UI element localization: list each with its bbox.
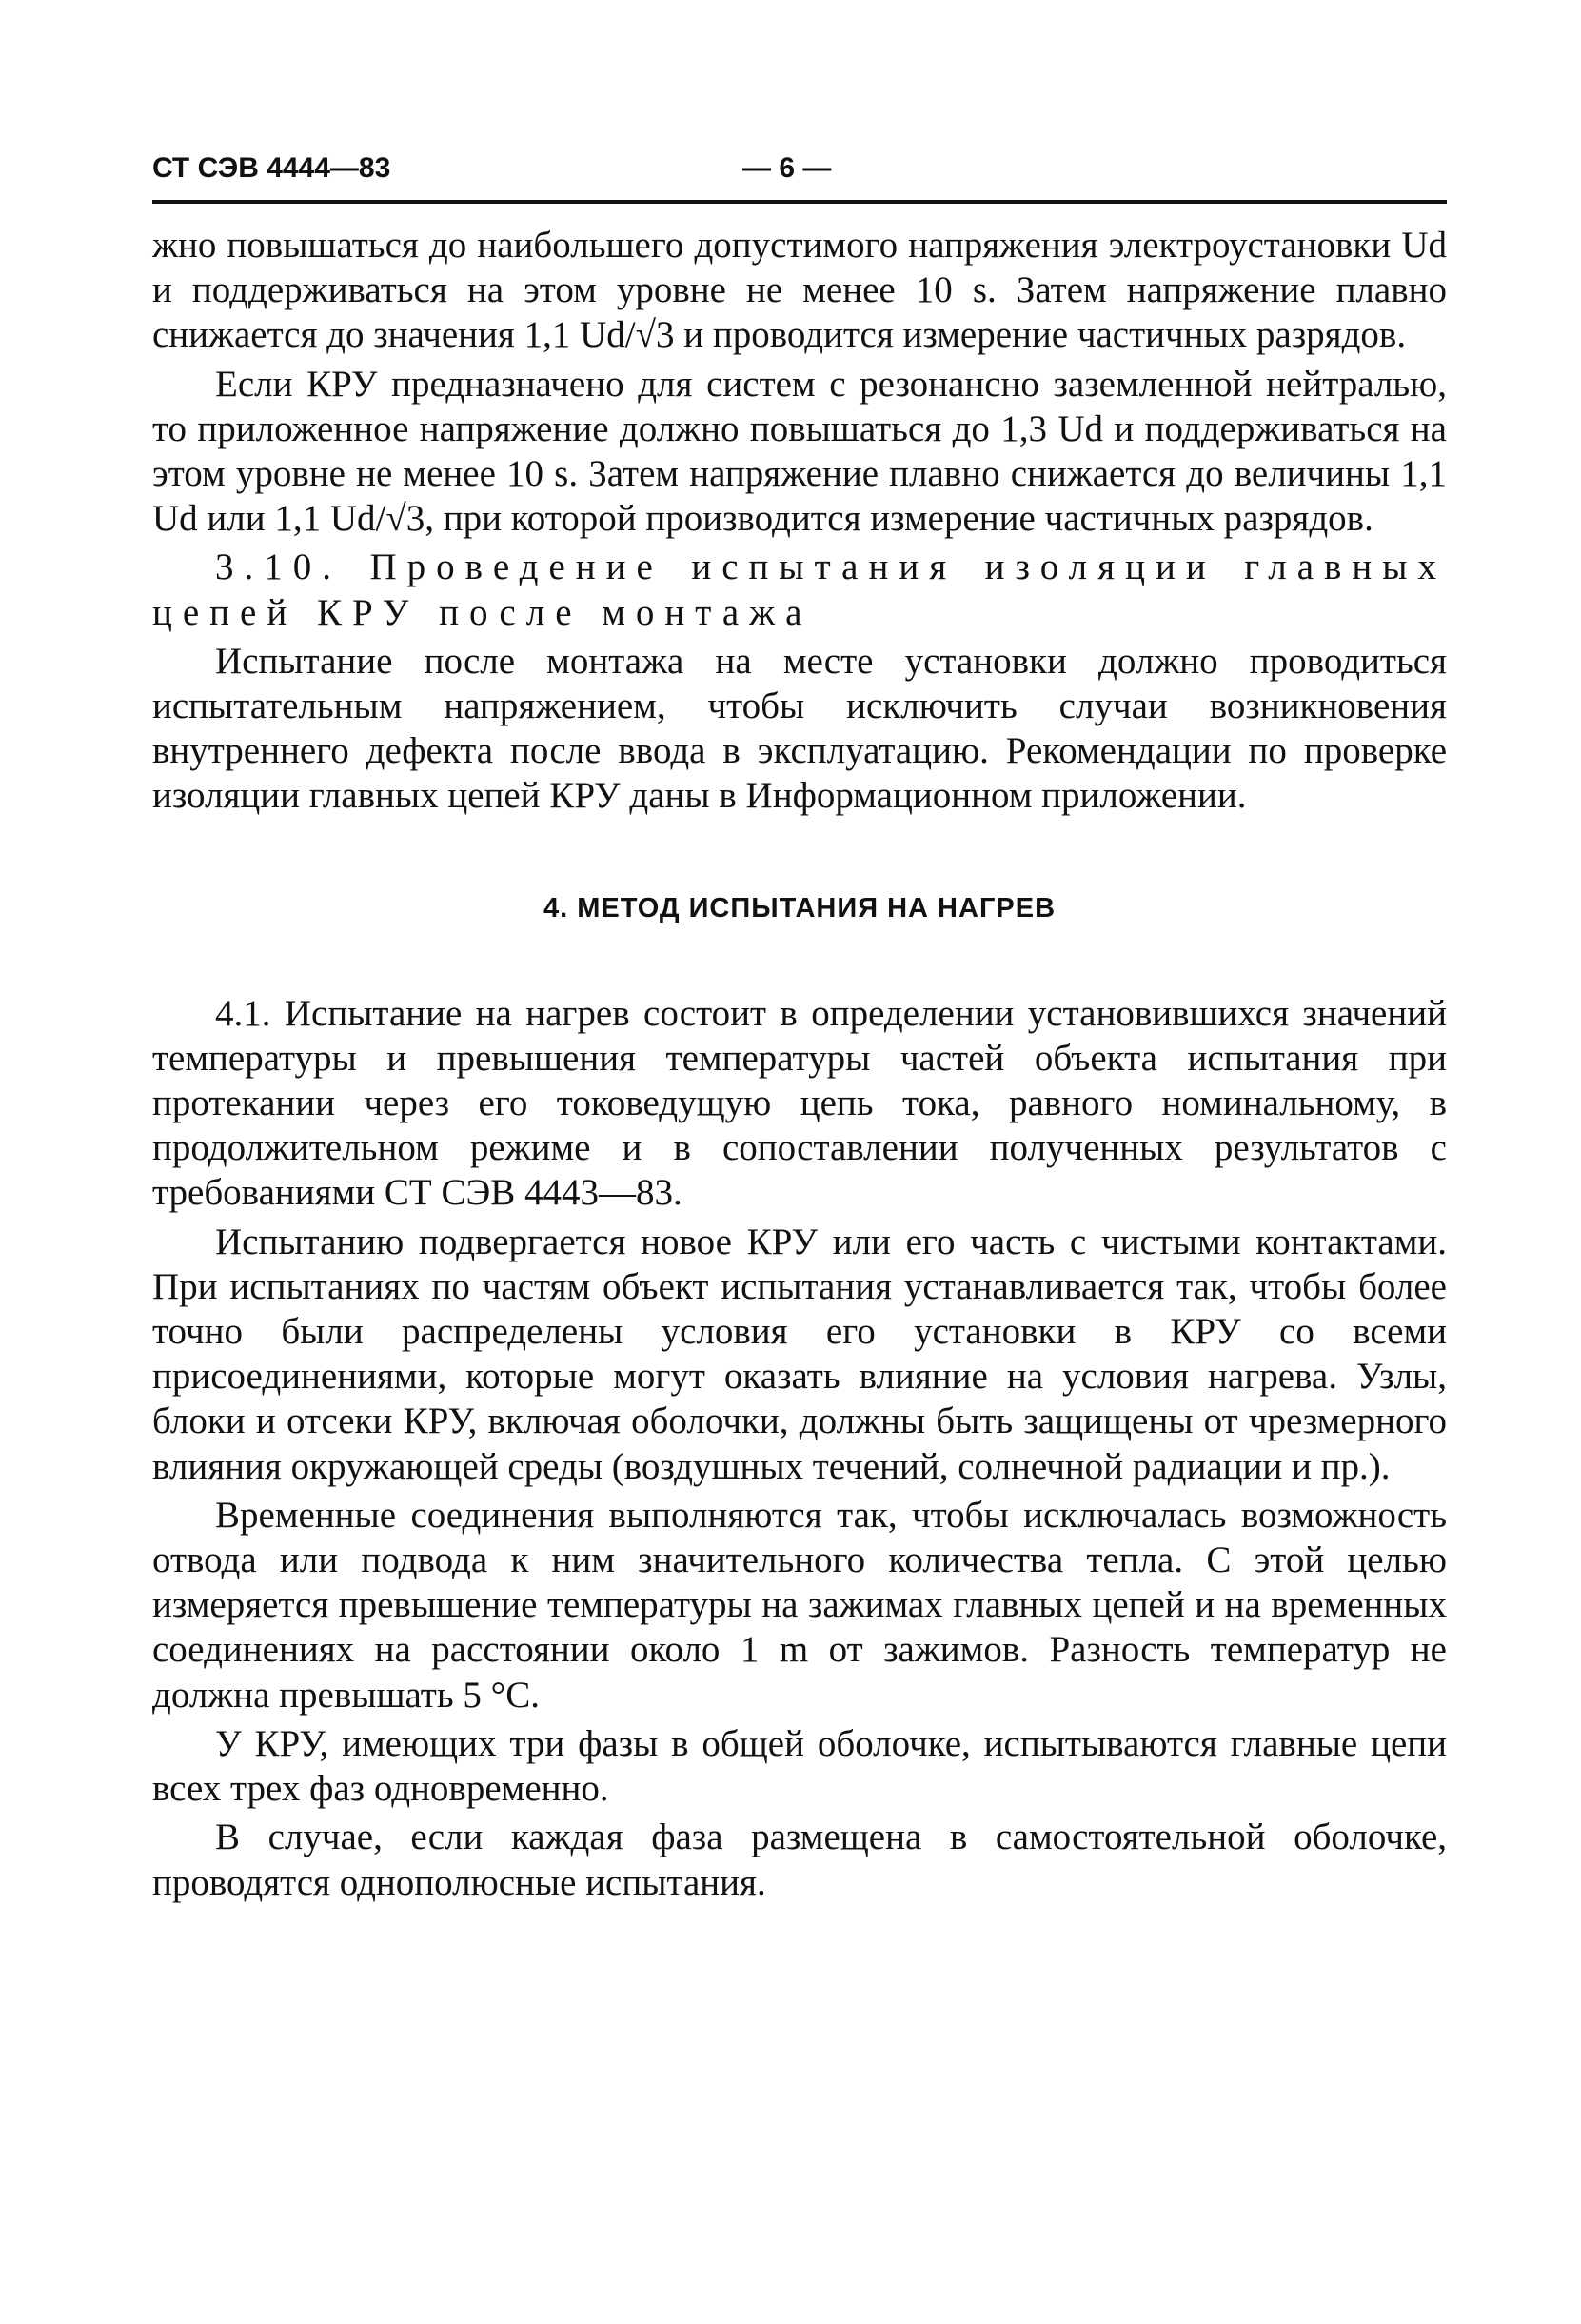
paragraph-three-phase: У КРУ, имеющих три фазы в общей оболочке, испытываются главные цепи всех трех фаз одновременно. [152, 1722, 1447, 1810]
header-rule [152, 200, 1447, 204]
paragraph-temporary-connections: Временные соединения выполняются так, чтобы исключалась возможность отвода или подвода к ним значительного количества тепла. С этой целью измеряется превышение температуры на зажимах главных цепей и на временных соединениях на расстоянии около 1 m от зажимов. Разность температур не должна превышать 5 °С. [152, 1494, 1447, 1716]
paragraph-single-pole: В случае, если каждая фаза размещена в самостоятельной оболочке, проводятся однополюсные испытания. [152, 1817, 1447, 1903]
document-code: СТ СЭВ 4444—83 [152, 152, 391, 184]
subsection-heading-3-10: 3.10. Проведение испытания изоляции главных цепей КРУ после монтажа [152, 546, 1447, 633]
page-header [152, 143, 1447, 194]
paragraph-4-1: 4.1. Испытание на нагрев состоит в определении установившихся значений температуры и превышения температуры частей объекта испытания при протекании через его токоведущую цепь тока, равного номинальному, в продолжительном режиме и в сопоставлении полученных результатов с требованиями СТ СЭВ 4443—83. [152, 992, 1447, 1214]
section-title-4: 4. МЕТОД ИСПЫТАНИЯ НА НАГРЕВ [543, 892, 1057, 924]
paragraph-post-installation-test: Испытание после монтажа на месте установки должно проводиться испытательным напряжением, чтобы исключить случаи возникновения внутреннего дефекта после ввода в эксплуатацию. Рекомендации по проверке изоляции главных цепей КРУ даны в Информационном приложении. [152, 640, 1447, 817]
document-page [152, 143, 1447, 1909]
paragraph-test-object: Испытанию подвергается новое КРУ или его часть с чистыми контактами. При испытаниях по частям объект испытания устанавливается так, чтобы более точно были распределены условия его установки в КРУ со всеми присоединениями, которые могут оказать влияние на условия нагрева. Узлы, блоки и отсеки КРУ, включая оболочки, должны быть защищены от чрезмерного влияния окружающей среды (воздушных течений, солнечной радиации и пр.). [152, 1221, 1447, 1487]
paragraph-resonant-neutral: Если КРУ предназначено для систем с резонансно заземленной нейтралью, то приложенное напряжение должно повышаться до 1,3 Ud и поддерживаться на этом уровне не менее 10 s. Затем напряжение плавно снижается до величины 1,1 Ud или 1,1 Ud/√3, при которой производится измерение частичных разрядов. [152, 363, 1447, 540]
page-number: — 6 — [742, 152, 832, 184]
paragraph-continuation: жно повышаться до наибольшего допустимого напряжения электроустановки Ud и поддерживаться на этом уровне не менее 10 s. Затем напряжение плавно снижается до значения 1,1 Ud/√3 и проводится измерение частичных разрядов. [152, 225, 1447, 356]
